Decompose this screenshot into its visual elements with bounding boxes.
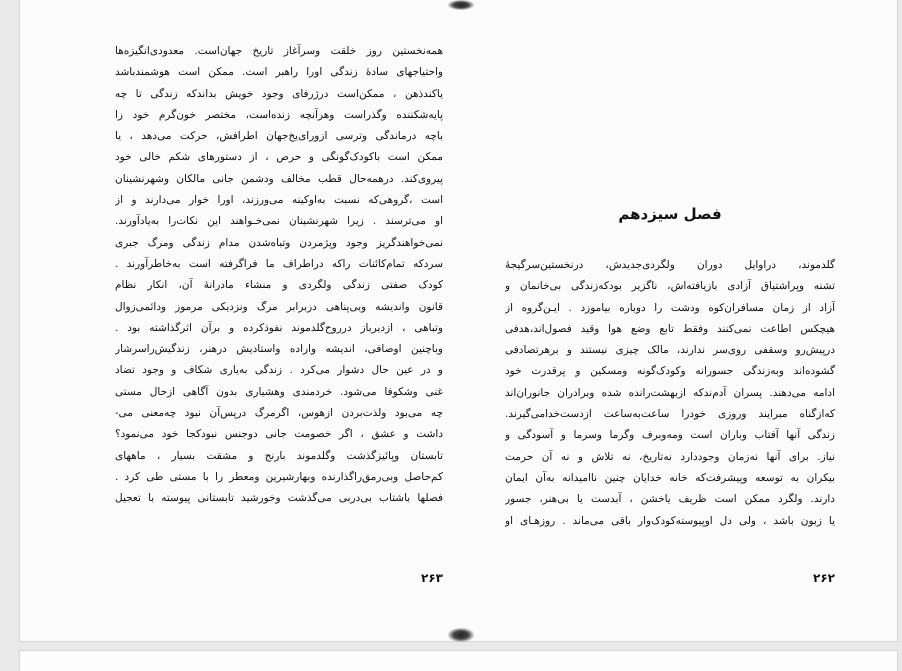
text-line: سردکه تمام‌کائنات راکه دراطراف ما فراگرفته است به‌خاطرآورند . [115,257,443,270]
text-line: تابستان وپائیزگذشت وگلدموند بارنج و مشقت بسیار ، ماههای [115,449,443,462]
left-page [115,0,443,641]
text-line: تشنه وپراشتیاق آزادی بازیافته‌اش، ناگزیر بودکه‌زندگی بی‌خانمان و [505,280,835,293]
right-page-text [505,255,835,532]
text-line: غنی وشکوفا می‌شود. خردمندی وهشیاری بدون آگاهی ازحال مستی [115,385,443,398]
text-line: چه می‌بود ولذت‌بردن ازهوس، اگرمرگ درپس‌آن نبود چه‌معنی می‌- [115,407,443,420]
text-line: داشت و عشق ، اگر خصومت جانی دوجنس نبودکجا خود می‌نمود؟ [115,428,443,441]
text-line: نیاز. برای آنها نه‌زمان وجوددارد نه‌تاریخ، نه تلاش و نه آن حرمت [505,450,835,463]
gutter-shadow-top [448,0,474,10]
text-line: ممکن است باکودک‌گونگی و حرص ، از دستورهای شکم خالی خود [115,151,443,164]
text-line: گلدموند، دراوایل دوران ولگردی‌جدیدش، درنخستین‌سرگیجهٔ [505,259,835,271]
text-line: بیکران به توسعه وپیشرفت‌که خانه خدایان چنین ناامیدانه به‌آن ایمان [505,471,835,484]
text-line: نمی‌خواهندگریز وجود وپژمردن وتباه‌شدن مدام زندگی ومرگ جبری [115,236,443,249]
text-line: که‌ازگناه مبرایند وروزی خودرا ساعت‌به‌ساعت ازدست‌خدامی‌گیرند. [505,408,835,421]
left-page-text [115,41,443,510]
text-line: کم‌حاصل وبی‌رمق‌راگذارنده وبهارشیرین ومعطر را با مستی طی کرد . [115,470,443,483]
text-line: کودک صفتی زندگی ولگردی و منشاء مادرانهٔ آن، انکار نظام [115,279,443,292]
text-line: و در عین حال دشوار می‌کرد . زندگی به‌یاری شکاف و وجود تضاد [115,364,443,377]
text-line: وباچنین اوصافی، اندیشه واراده واستادیش درهنر، زندگیش‌راسرشار [115,343,443,356]
text-line: زندگی آنها آفتاب وباران است ومه‌وبرف وگرما وسرما و آسودگی و [505,429,835,442]
text-line: فصلها باشتاب بی‌دربی می‌گذشت وخورشید تابستانی پیوسته با تعجیل [115,492,443,505]
text-line: گشوده‌اند وبه‌زندگی جسورانه وکودک‌گونه ومسکین و پرقدرت خود [505,365,835,378]
text-line: آزاد از زمان مسافران‌کوه ودشت را دوباره بیاموزد . ایـن‌گروه از [505,301,835,314]
text-line: همه‌نخستین روز خلقت وسرآغاز تاریخ جهان‌است. معدودی‌انگیزه‌ها [115,45,443,57]
text-line: او می‌ترسند . زیرا شهرنشینان نمی‌خـواهند این نکات‌را به‌یادآورند. [115,215,443,228]
text-line: ادامه می‌دهند. پسران آدم‌ندکه ازبهشت‌رانده شده وبرادران جانوران‌اند [505,386,835,399]
text-line: باچه درماندگی وترسی ازورای‌یخ‌جهان اطرافش، حرکت می‌دهد ، یا [115,130,443,143]
text-line: است ،گروهی‌که نسبت به‌اوکینه می‌ورزند، اورا خوار می‌دارند و از [115,194,443,207]
right-page [505,0,835,641]
gutter-shadow-bottom [448,628,474,642]
text-line: یا زبون باشد ، ولی دل اوپیوسته‌کودک‌وار باقی می‌ماند . روزهـای او [505,514,835,527]
left-page-number: ۲۶۳ [421,571,443,585]
text-line: پیروی‌کند. درهمه‌حال قطب مخالف ودشمن جانی مالکان وشهرنشینان [115,172,443,185]
text-line: دارند. ولگرد ممکن است ظریف یاخشن ، آبدست یا بی‌هنر، جسور [505,493,835,506]
text-line: واحتیاجهای سادهٔ زندگی اورا راهبر است. ممکن است هوشمندباشد [115,66,443,79]
text-line: قانون واندیشه وبی‌پناهی دربرابر مرگ ونزدیکی مرموز ودائمی‌زوال [115,300,443,313]
text-line: درپیش‌رو وسقفی روی‌سر ندارند، مالک چیزی نیستند و برهرتصادفی [505,344,835,357]
text-line: هیچکس اطاعت نمی‌کنند وفقط تابع وضع هوا وقید فصول‌اند،هدفی [505,322,835,335]
text-line: پایه‌شکننده وگذراست وهرآنچه زنده‌است، مختصر خون‌گرم خود را [115,108,443,121]
chapter-title: فصل سیزدهم [618,205,722,223]
next-page-edge [20,651,897,671]
book-spread [20,0,897,641]
text-line: وتباهی ، ازدیرباز درروح‌گلدموند نفوذکرده و برآن اثرگذاشته بود . [115,321,443,334]
text-line: یاکندذهن ، ممکن‌است درژرفای وجود خویش بداندکه زندگی تا چه [115,87,443,100]
right-page-number: ۲۶۲ [813,571,835,585]
